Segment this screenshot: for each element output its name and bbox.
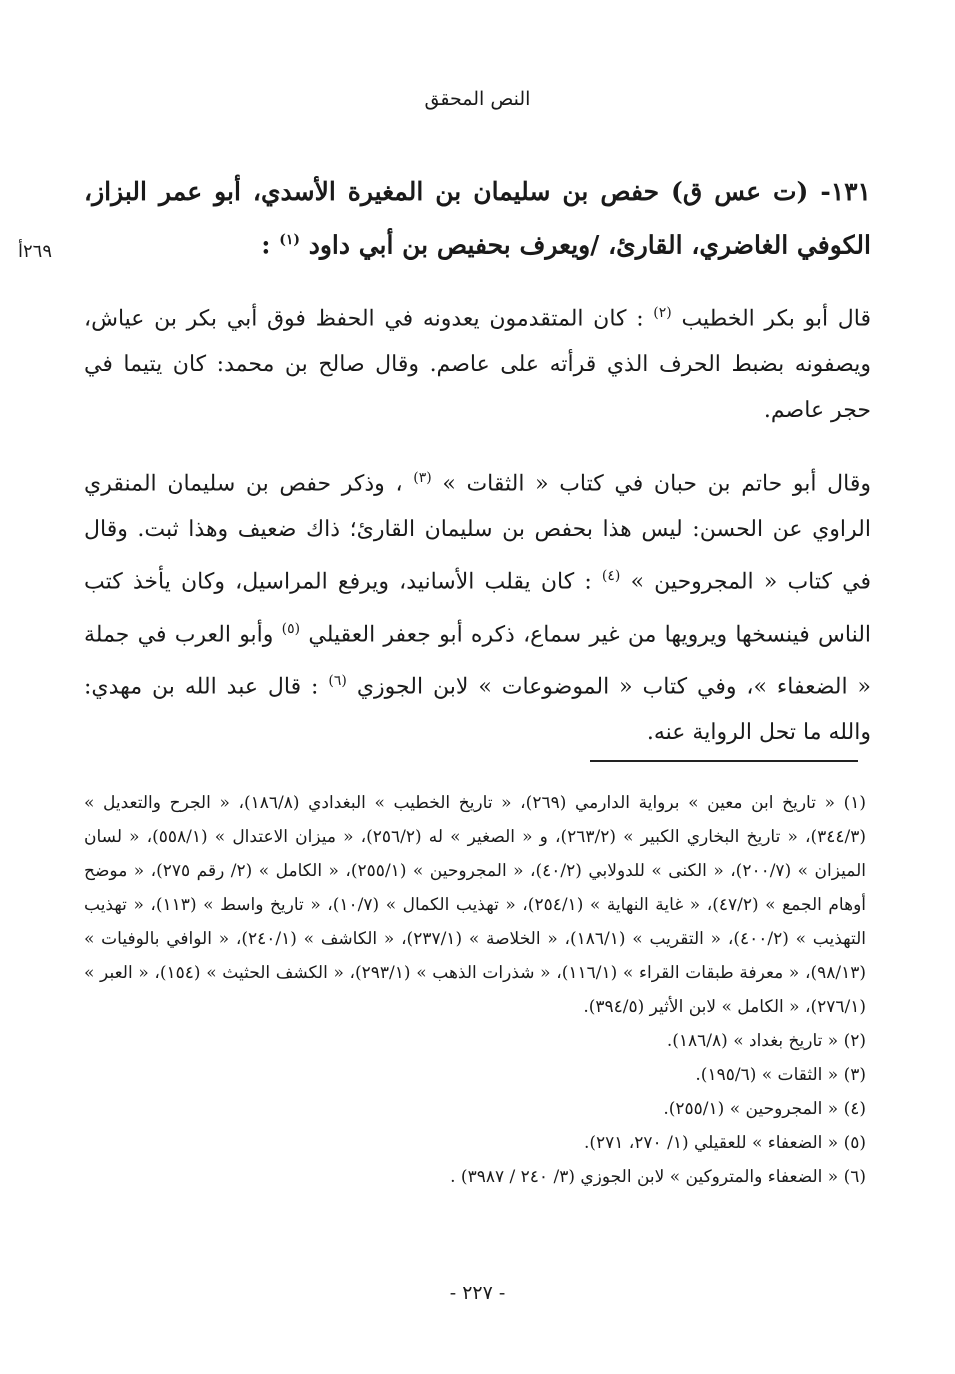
footnote-5: (٥) « الضعفاء » للعقيلي (١/ ٢٧٠، ٢٧١). xyxy=(583,1133,866,1153)
footnote-ref-5[interactable]: (٥) xyxy=(281,620,301,637)
footnote-2: (٢) « تاريخ بغداد » (١٨٦/٨). xyxy=(666,1031,866,1051)
paragraph-ibn-hibban xyxy=(84,455,871,756)
entry-heading-colon: : xyxy=(261,230,271,260)
running-header: النص المحقق xyxy=(424,88,531,110)
paragraph-text: وأبو العرب في جملة « الضعفاء »، وفي كتاب « الموضوعات » لابن الجوزي xyxy=(84,621,871,700)
footnote-separator xyxy=(590,760,858,762)
paragraph-text: قال أبو بكر الخطيب xyxy=(681,306,872,332)
paragraph-text: : قال عبد الله بن مهدي: والله ما تحل الرواية عنه. xyxy=(84,674,871,746)
paragraph-khatib xyxy=(84,290,871,434)
page-number: - ٢٢٧ - xyxy=(449,1282,506,1304)
entry-heading-text: ١٣١- (ت عس ق) حفص بن سليمان بن المغيرة الأسدي، أبو عمر البزاز، الكوفي الغاضري، القارئ، /ويعرف بحفيص بن أبي داود xyxy=(84,177,871,260)
paragraph-text: : كان يقلب الأسانيد، ويرفع المراسيل، وكان يأخذ كتب الناس فينسخها ويرويها من غير سماع، ذكره أبو جعفر العقيلي xyxy=(84,569,872,647)
footnote-ref-4[interactable]: (٤) xyxy=(601,568,621,585)
paragraph-text: ، وذكر حفص بن سليمان المنقري الراوي عن الحسن: ليس هذا بحفص بن سليمان القارئ؛ ذاك ضعيف وهذا ثبت. وقال في كتاب « المجروحين » xyxy=(84,471,871,595)
margin-folio-mark: ٢٦٩أ xyxy=(18,241,53,262)
paragraph-text: : كان المتقدمون يعدونه في الحفظ فوق أبي بكر بن عياش، ويصفونه بضبط الحرف الذي قرأته على عاصم. وقال صالح بن محمد: كان يتيما في حجر عاصم. xyxy=(84,306,871,424)
footnote-6: (٦) « الضعفاء والمتروكين » لابن الجوزي (٣/ ٢٤٠ / ٣٩٨٧) . xyxy=(450,1167,866,1187)
footnote-ref-6[interactable]: (٦) xyxy=(328,672,347,689)
paragraph-text: وقال أبو حاتم بن حبان في كتاب « الثقات » xyxy=(442,471,871,497)
footnote-ref-1[interactable]: (١) xyxy=(279,232,300,248)
footnote-ref-2[interactable]: (٢) xyxy=(653,305,672,321)
footnote-3: (٣) « الثقات » (١٩٥/٦). xyxy=(695,1065,866,1085)
footnote-4: (٤) « المجروحين » (٢٥٥/١). xyxy=(663,1099,866,1119)
footnote-ref-3[interactable]: (٣) xyxy=(413,470,432,486)
footnotes xyxy=(84,786,866,1194)
entry-heading xyxy=(84,168,871,269)
footnote-1: (١) « تاريخ ابن معين » برواية الدارمي (٢٦٩)، « تاريخ الخطيب » البغدادي (١٨٦/٨)، « الجرح والتعديل » (٣٤٤/٣)، « تاريخ البخاري الكبير » (٢٦٣/٢)، و « الصغير » له (٢٥٦/٢)، « ميزان الاعتدال » (٥٥٨/١)، « لسان الميزان » (٢٠٠/٧)، « الكنى » للدولابي (٤٠/٢)، « المجروحين » (٢٥٥/١)، « الكامل » (٢/ رقم ٢٧٥)، « موضح أوهام الجمع » (٤٧/٢)، « غاية النهاية » (٢٥٤/١)، « تهذيب الكمال » (١٠/٧)، « تاريخ واسط » (١١٣)، « تهذيب التهذيب » (٤٠٠/٢)، « التقريب » (١٨٦/١)، « الخلاصة » (٢٣٧/١)، « الكاشف » (٢٤٠/١)، « الوافي بالوفيات » (٩٨/١٣)، « معرفة طبقات القراء » (١١٦/١)، « شذرات الذهب » (٢٩٣/١)، « الكشف الحثيث » (١٥٤)، « العبر » (٢٧٦/١)، « الكامل » لابن الأثير (٣٩٤/٥). xyxy=(84,793,867,1017)
